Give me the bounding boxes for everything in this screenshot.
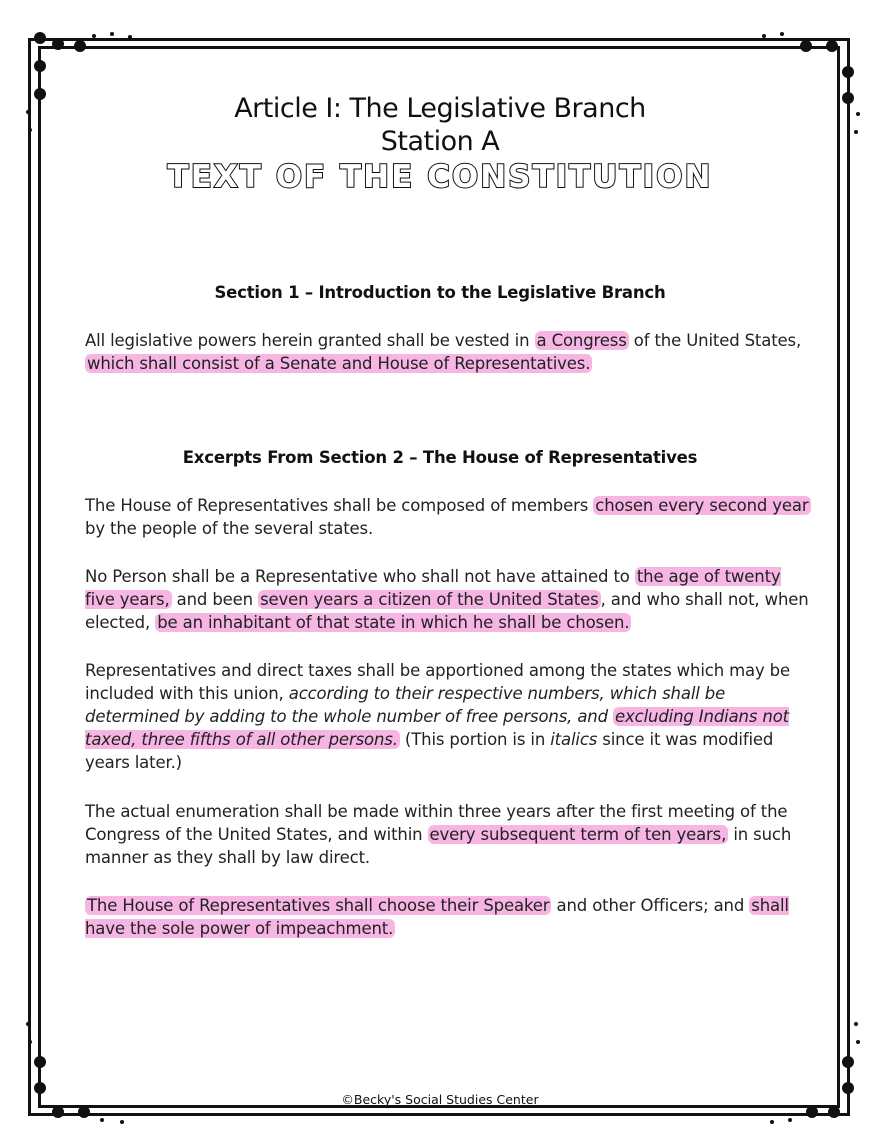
- highlight: which shall consist of a Senate and House of Representatives.: [87, 354, 591, 373]
- section2-paragraph-3: Representatives and direct taxes shall be apportioned among the states which may be included with this union, according to their respective numbers, which shall be determined by adding to the whole number of free persons, and excluding Indians not taxed, three fifths of all other persons. (This portion is in italics since it was modified years later.): [85, 661, 791, 772]
- section1-heading: Section 1 – Introduction to the Legislative Branch: [214, 283, 666, 302]
- station-label: Station A: [380, 126, 500, 157]
- highlight: chosen every second year: [595, 496, 809, 515]
- section2-paragraph-1: The House of Representatives shall be composed of members chosen every second year by the people of the several states.: [85, 496, 809, 538]
- highlight: The House of Representatives shall choose their Speaker: [87, 896, 550, 915]
- copyright-footer: ©Becky's Social Studies Center: [341, 1092, 539, 1107]
- section1-paragraph: All legislative powers herein granted shall be vested in a Congress of the United States, which shall consist of a Senate and House of Representatives.: [85, 331, 802, 373]
- highlight: a Congress: [536, 331, 627, 350]
- section2-paragraph-2: No Person shall be a Representative who shall not have attained to the age of twenty five years, and been seven years a citizen of the United States , and who shall not, when elected, be an inhabitant of that state in which he shall be chosen.: [85, 567, 809, 632]
- highlight: shall have the sole power of impeachment.: [85, 896, 789, 938]
- section2-heading: Excerpts From Section 2 – The House of Representatives: [182, 448, 698, 467]
- section2-paragraph-5: The House of Representatives shall choose their Speaker and other Officers; and shall have the sole power of impeachment.: [85, 896, 789, 938]
- highlight: excluding Indians not taxed, three fifths of all other persons.: [85, 707, 789, 749]
- highlight: every subsequent term of ten years,: [429, 825, 727, 844]
- section2-paragraph-4: The actual enumeration shall be made within three years after the first meeting of the Congress of the United States, and within every subsequent term of ten years, in such manner as they shall by law direct.: [85, 802, 792, 867]
- page-title: Article I: The Legislative Branch: [234, 93, 646, 124]
- highlight: seven years a citizen of the United States: [260, 590, 599, 609]
- page-subtitle: TEXT OF THE CONSTITUTION: [167, 159, 713, 195]
- highlight: the age of twenty five years,: [85, 567, 781, 609]
- highlight: be an inhabitant of that state in which he shall be chosen.: [157, 613, 630, 632]
